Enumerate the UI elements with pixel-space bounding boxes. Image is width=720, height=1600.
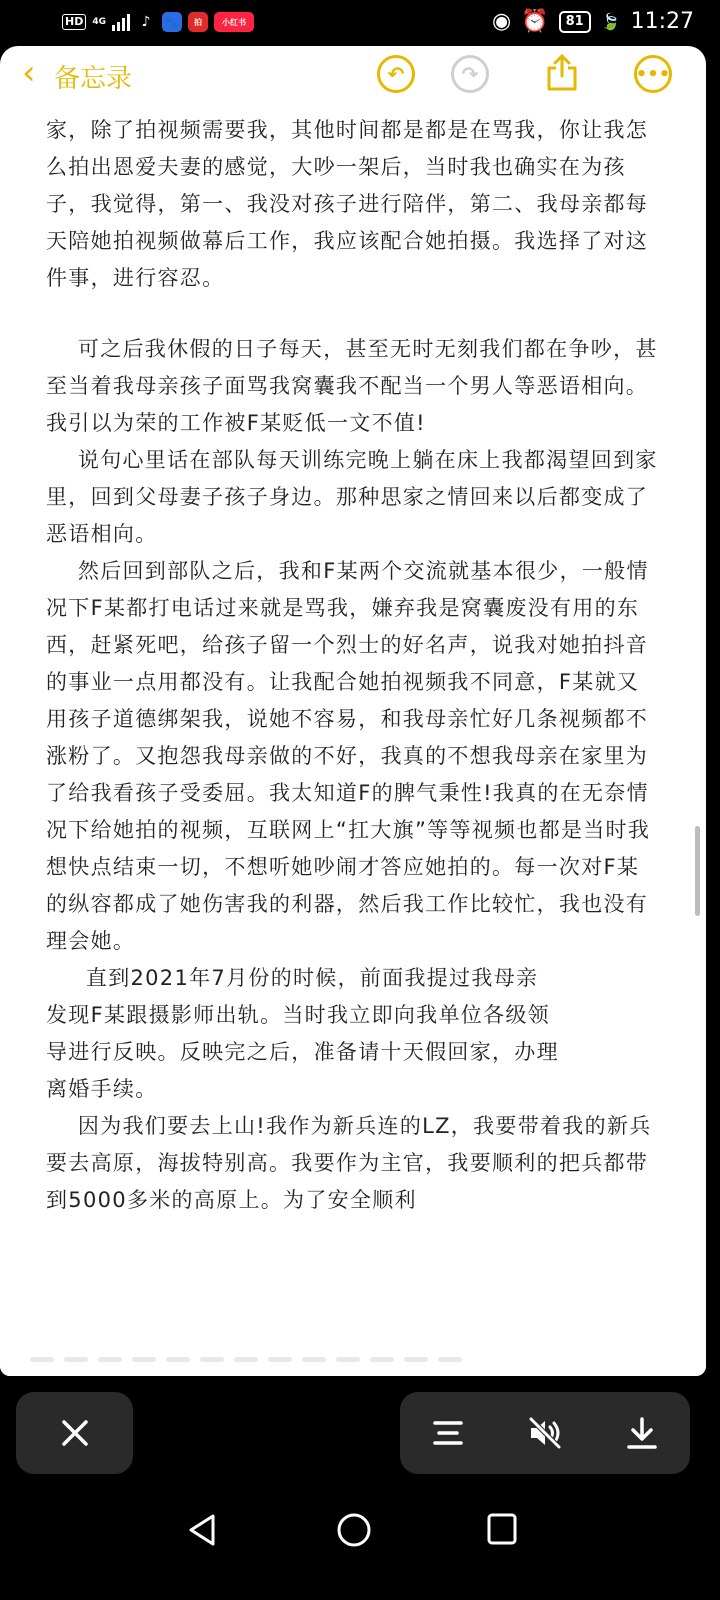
redo-icon[interactable]: ↷ xyxy=(451,55,489,93)
status-time: 11:27 xyxy=(630,9,694,34)
undo-icon[interactable]: ↶ xyxy=(377,55,415,93)
media-control-panel xyxy=(400,1392,690,1474)
xiaohongshu-icon: 小红书 xyxy=(214,12,254,32)
note-paragraph: 因为我们要去上山!我作为新兵连的LZ，我要带着我的新兵要去高原，海拔特别高。我要作为主官，我要顺利的把兵都带到5000多米的高原上。为了安全顺利 xyxy=(46,1114,652,1212)
note-paragraph: 家，除了拍视频需要我，其他时间都是都是在骂我，你让我怎么拍出恩爱夫妻的感觉，大吵一架后，当时我也确实在为孩子，我觉得，第一、我没对孩子进行陪伴，第二、我母亲都每天陪她拍视频做幕后工作，我应该配合她拍摄。我选择了对这件事，进行容忍。 xyxy=(46,118,649,290)
status-bar xyxy=(0,0,720,46)
note-body[interactable] xyxy=(46,112,661,1219)
note-card xyxy=(0,46,706,1376)
note-paragraph: 然后回到部队之后，我和F某两个交流就基本很少，一般情况下F某都打电话过来就是骂我，嫌弃我是窝囊废没有用的东西，赶紧死吧，给孩子留一个烈士的好名声，说我对她拍抖音的事业一点用都没有。让我配合她拍视频我不同意，F某就又用孩子道德绑架我，说她不容易，和我母亲忙好几条视频都不涨粉了。又抱怨我母亲做的不好，我真的不想我母亲在家里为了给我看孩子受委屈。我太知道F的脾气秉性!我真的在无奈情况下给她拍的视频，互联网上“扛大旗”等等视频也都是当时我想快点结束一切，不想听她吵闹才答应她拍的。每一次对F某的纵容都成了她伤害我的利器，然后我工作比较忙，我也没有理会她。 xyxy=(46,559,651,953)
more-icon[interactable]: ••• xyxy=(634,55,672,93)
note-paragraph: 可之后我休假的日子每天，甚至无时无刻我们都在争吵，甚至当着我母亲孩子面骂我窝囊我不配当一个男人等恶语相向。我引以为荣的工作被F某贬低一文不值! xyxy=(46,337,658,435)
close-button[interactable] xyxy=(16,1392,133,1474)
mute-icon[interactable] xyxy=(527,1417,563,1449)
recents-square-icon[interactable] xyxy=(486,1512,518,1546)
alarm-icon: ⏰ xyxy=(521,9,549,34)
tiktok-icon: ♪ xyxy=(136,12,156,32)
system-navigation-bar xyxy=(0,1486,720,1600)
bottom-toolbar-hint xyxy=(30,1357,462,1362)
home-circle-icon[interactable] xyxy=(336,1512,372,1548)
close-icon xyxy=(60,1418,90,1448)
hd-icon: HD xyxy=(62,14,86,30)
download-icon[interactable] xyxy=(626,1416,658,1450)
battery-icon: 81 xyxy=(559,11,591,33)
note-paragraph: 直到2021年7月份的时候，前面我提过我母亲 发现F某跟摄影师出轨。当时我立即向我单位各级领 导进行反映。反映完之后，准备请十天假回家，办理 离婚手续。 xyxy=(46,966,559,1101)
paipai-icon: 拍 xyxy=(188,12,208,32)
bottom-fade xyxy=(0,1321,706,1376)
menu-icon[interactable] xyxy=(432,1418,464,1448)
leaf-icon: 🍃 xyxy=(600,12,621,31)
scrollbar[interactable] xyxy=(695,826,700,916)
network-type-label: 4G xyxy=(92,16,106,27)
signal-icon xyxy=(112,13,130,31)
back-button[interactable]: 备忘录 xyxy=(54,64,133,94)
note-paragraph: 说句心里话在部队每天训练完晚上躺在床上我都渴望回到家里，回到父母妻子孩子身边。那种思家之情回来以后都变成了恶语相向。 xyxy=(46,448,658,546)
eye-icon: ◉ xyxy=(491,9,512,34)
baidu-icon: 🐾 xyxy=(162,12,182,32)
chevron-left-icon[interactable]: ‹ xyxy=(22,53,36,93)
back-triangle-icon[interactable] xyxy=(186,1512,218,1548)
note-blank-line xyxy=(46,297,661,331)
note-toolbar xyxy=(0,46,706,106)
share-icon[interactable] xyxy=(544,52,580,92)
